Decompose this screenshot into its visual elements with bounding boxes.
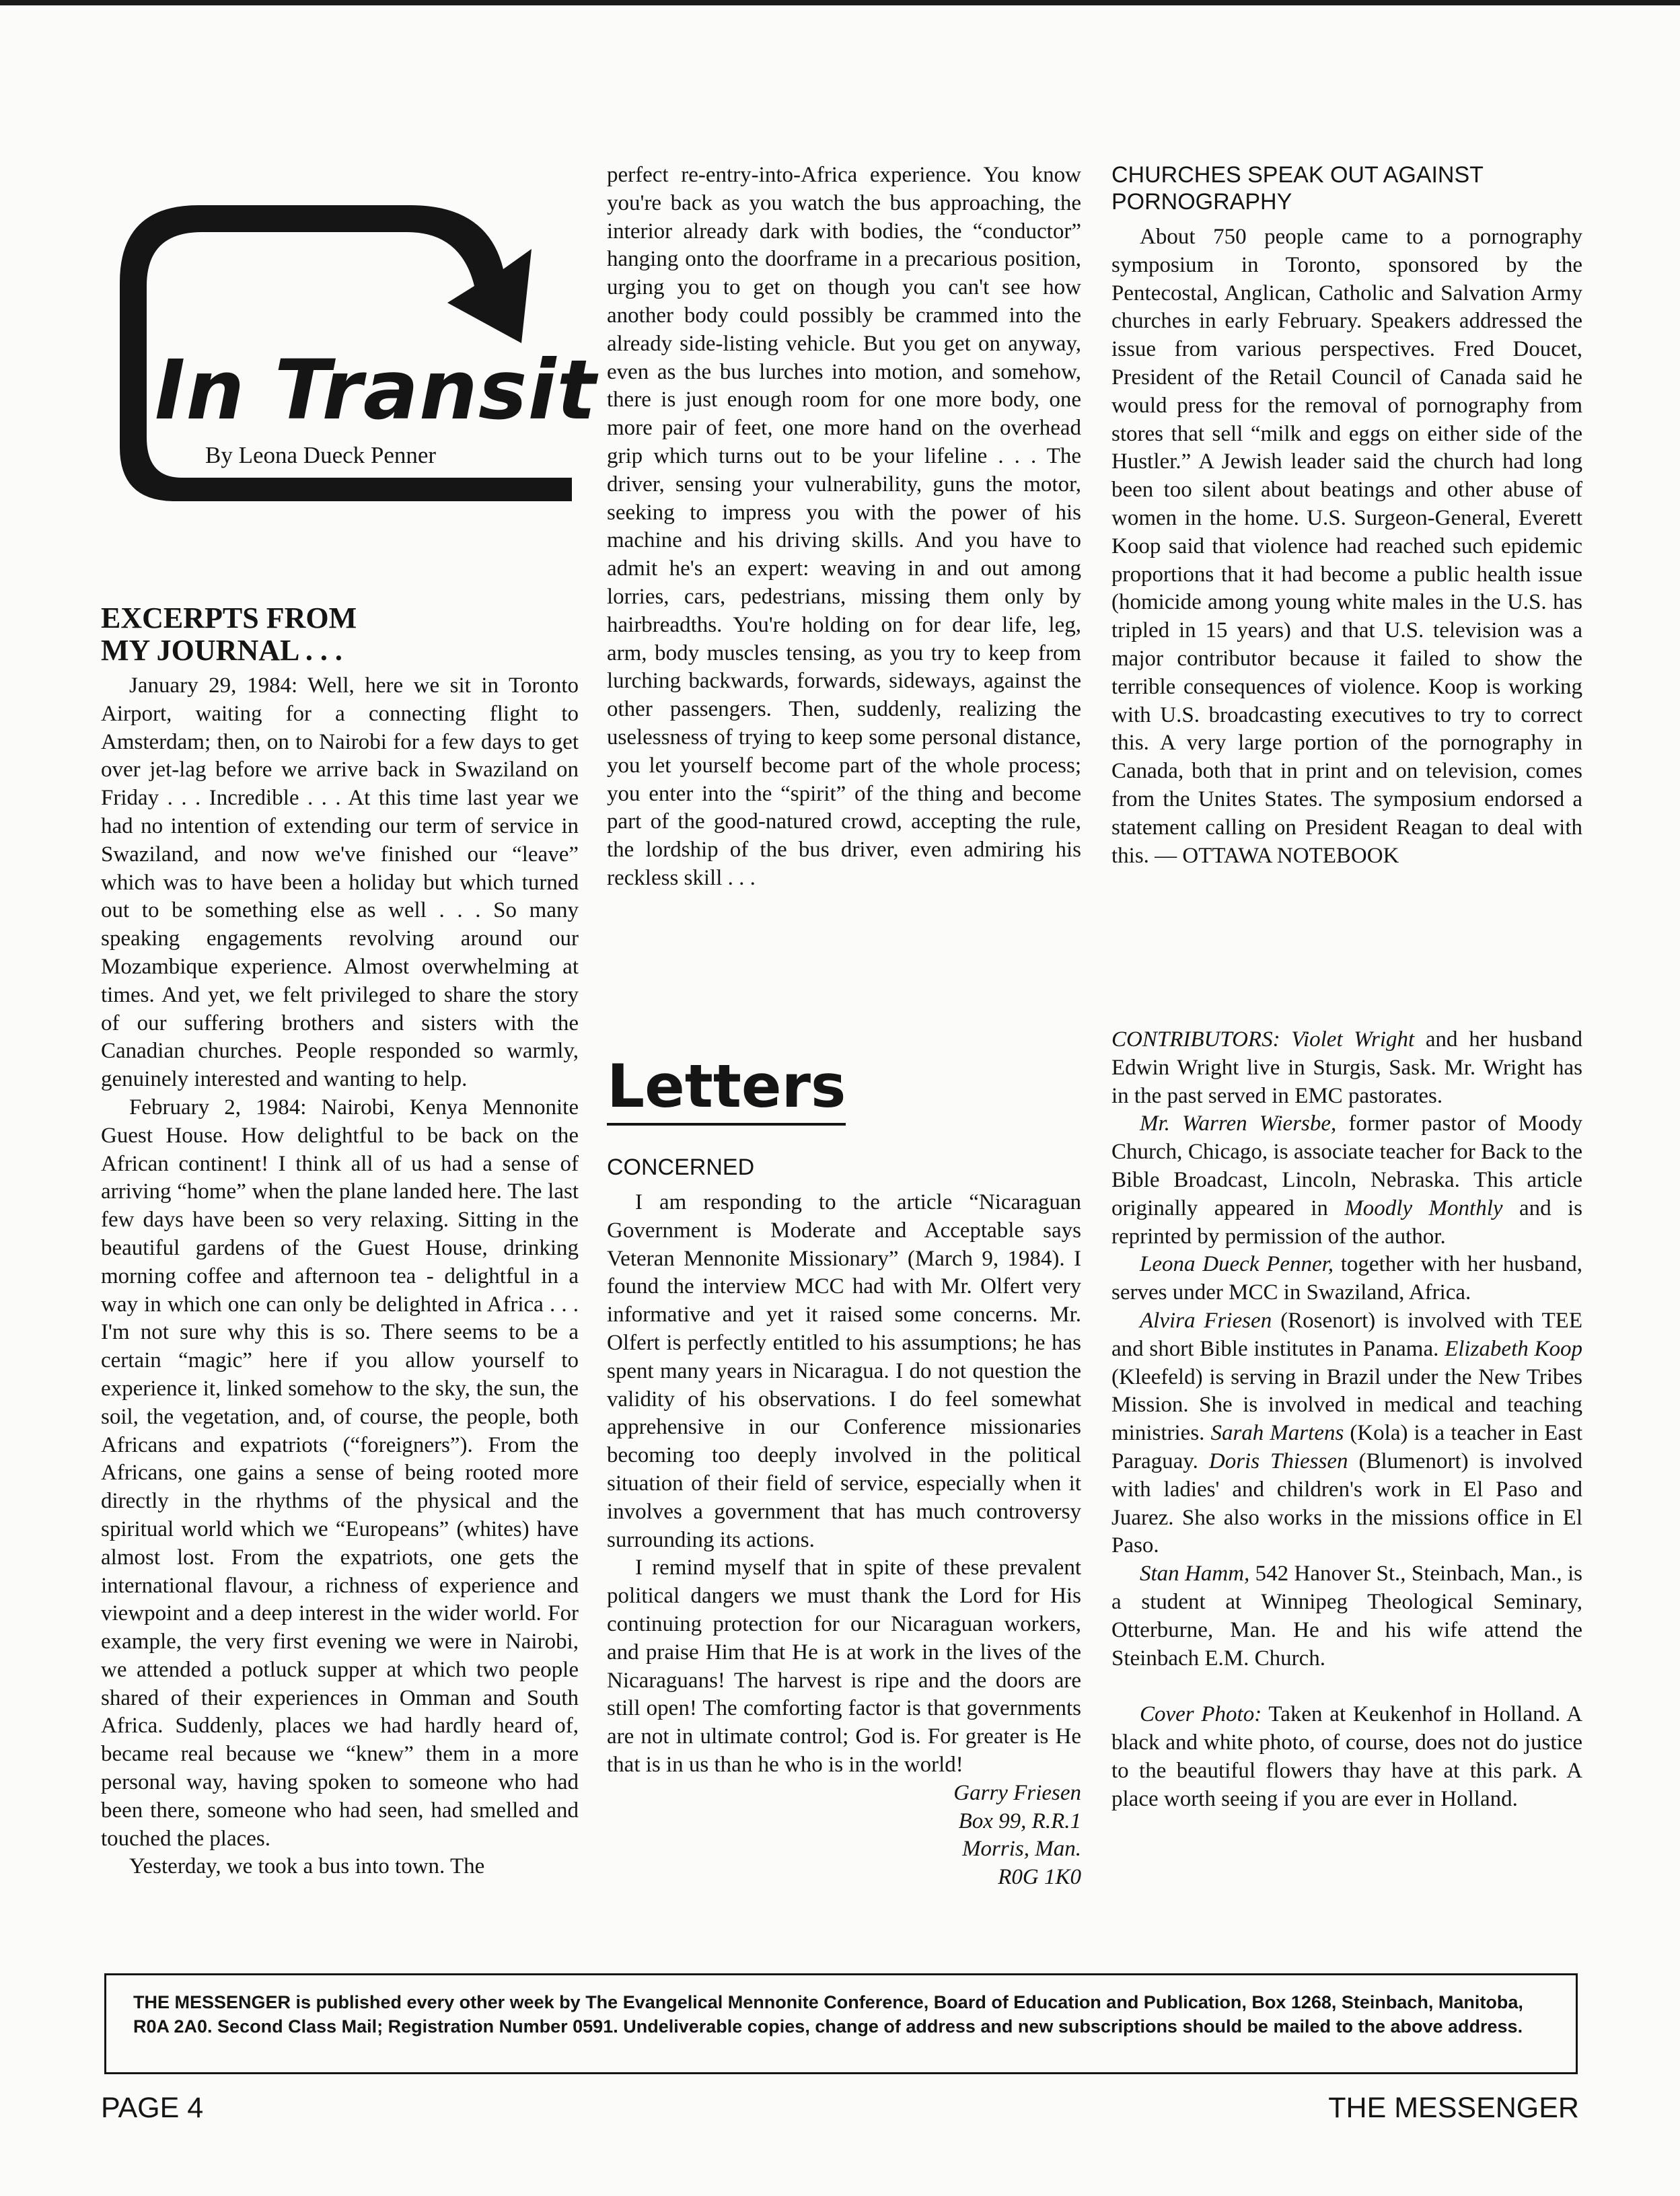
- publisher-note-box: THE MESSENGER is published every other week by The Evangelical Mennonite Conference, Board of Education and Publication, Box 1268, Steinbach, Manitoba, R0A 2A0. Second Class Mail; Registration Number 0591. Undeliverable copies, change of address and new subscriptions should be mailed to the above address.: [104, 1973, 1578, 2074]
- journal-entry-jan-29: January 29, 1984: Well, here we sit in Toronto Airport, waiting for a connecting flight to Amsterdam; then, on to Nairobi for a few days to get over jet-lag before we arrive back in Swaziland on Friday . . . Incredible . . . At this time last year we had no intention of extending our term of service in Swaziland, and now we've finished our “leave” which was to have been a holiday but which turned out to be something else as well . . . So many speaking engagements revolving around our Mozambique experience. Almost overwhelming at times. And yet, we felt privileged to share the story of our suffering brothers and sisters with the Canadian churches. People responded so warmly, genuinely interested and wanting to help.: [101, 673, 579, 1092]
- letter-paragraph: I am responding to the article “Nicaraguan Government is Moderate and Acceptable says Veteran Mennonite Missionary” (March 9, 1984). I found the interview MCC had with Mr. Olfert very informative and yet it raised some concerns. Mr. Olfert is perfectly entitled to his assumptions; he has spent many years in Nicaragua. I do not question the validity of his observations. I do feel somewhat apprehensive in our Conference missionaries becoming too deeply involved in the political situation of their field of service, especially when it involves a government that has much controversy surrounding its actions.: [607, 1190, 1081, 1552]
- letters-section: [607, 1154, 1081, 1892]
- spacer: [1111, 1673, 1582, 1701]
- contributor-entry: Leona Dueck Penner, together with her husband, serves under MCC in Swaziland, Africa.: [1111, 1252, 1582, 1305]
- contributor-entry: Alvira Friesen (Rosenort) is involved with TEE and short Bible institutes in Panama. Elizabeth Koop (Kleefeld) is serving in Brazil under the New Tribes Mission. She is involved in medical and teaching ministries. Sarah Martens (Kola) is a teacher in East Paraguay. Doris Thiessen (Blumenort) is involved with ladies' and children's work in El Paso and Juarez. She also works in the missions office in El Paso.: [1111, 1308, 1583, 1558]
- top-border: [0, 0, 1680, 5]
- churches-heading: CHURCHES SPEAK OUT AGAINST PORNOGRAPHY: [1111, 162, 1484, 215]
- letter-subhead: CONCERNED: [607, 1155, 755, 1180]
- contributor-entry: Stan Hamm, 542 Hanover St., Steinbach, Man., is a student at Winnipeg Theological Seminary, Otterburne, Man. He and his wife attend the Steinbach E.M. Church.: [1111, 1562, 1582, 1671]
- journal-continuation: [607, 161, 1081, 893]
- contributor-entry: Mr. Warren Wiersbe, former pastor of Moody Church, Chicago, is associate teacher for Back to the Bible Broadcast, Lincoln, Nebraska. This article originally appeared in Moodly Monthly and is reprinted by permission of the author.: [1111, 1111, 1583, 1249]
- page-number: PAGE 4: [101, 2092, 204, 2124]
- contributors-section: [1111, 1026, 1582, 1814]
- cover-photo-note: Cover Photo: Taken at Keukenhof in Holland. A black and white photo, of course, does not do justice to the beautiful flowers thay have at this park. A place worth seeing if you are ever in Holland.: [1111, 1702, 1583, 1811]
- contributor-entry: CONTRIBUTORS: Violet Wright and her husband Edwin Wright live in Sturgis, Sask. Mr. Wright has in the past served in EMC pastorates.: [1111, 1027, 1583, 1108]
- journal-column: [101, 602, 579, 1881]
- byline: By Leona Dueck Penner: [205, 442, 437, 468]
- journal-bus-continued: perfect re-entry-into-Africa experience. You know you're back as you watch the bus approaching, the interior already dark with bodies, the “conductor” hanging onto the doorframe in a precarious position, urging you to get on though you can't see how another body could possibly be crammed into the already side-listing vehicle. But you get on anyway, even as the bus lurches into motion, and somehow, there is just enough room for one more body, one more pair of feet, one more hand on the overhead grip which turns out to be your lifeline . . . The driver, sensing your vulnerability, guns the motor, seeking to impress you with the power of his machine and his driving skills. And you have to admit he's an expert: weaving in and out among lorries, cars, pedestrians, missing them only by hairbreadths. You're holding on for dear life, leg, arm, body muscles tensing, as you try to keep from lurching backwards, forwards, sideways, against the other passengers. Then, suddenly, realizing the uselessness of trying to keep some personal distance, you let yourself become part of the whole process; you enter into the “spirit” of the thing and become part of the good-natured crowd, accepting the rule, the lordship of the bus driver, even admiring his reckless skill . . .: [607, 163, 1081, 890]
- letter-signature: Garry Friesen Box 99, R.R.1 Morris, Man. R0G 1K0: [953, 1780, 1081, 1890]
- journal-entry-bus: Yesterday, we took a bus into town. The: [129, 1854, 485, 1879]
- journal-heading: EXCERPTS FROM MY JOURNAL . . .: [101, 601, 357, 667]
- column-title: In Transit: [155, 342, 597, 438]
- churches-article: [1111, 161, 1582, 870]
- publication-name: THE MESSENGER: [1328, 2092, 1579, 2124]
- churches-paragraph: About 750 people came to a pornography symposium in Toronto, sponsored by the Pentecostal, Anglican, Catholic and Salvation Army churches in early February. Speakers addressed the issue from various perspectives. Fred Doucet, President of the Retail Council of Canada said he would press for the removal of pornography from stores that sell “milk and eggs on either side of the Hustler.” A Jewish leader said the church had long been too silent about beatings and other abuse of women in the home. U.S. Surgeon-General, Everett Koop said that violence had reached such epidemic proportions that it had become a public health issue (homicide among young white males in the U.S. has tripled in 15 years) and that U.S. television was a major contributor because it failed to show the terrible consequences of violence. Koop is working with U.S. broadcasting executives to try to correct this. A very large portion of the pornography in Canada, both that in print and on television, comes from the Unites States. The symposium endorsed a statement calling on President Reagan to deal with this. — OTTAWA NOTEBOOK: [1111, 225, 1582, 868]
- letters-heading: Letters: [607, 1053, 846, 1126]
- letter-paragraph: I remind myself that in spite of these prevalent political dangers we must thank the Lord for His continuing protection for our Nicaraguan workers, and praise Him that He is at work in the lives of the Nicaraguans! The harvest is ripe and the doors are still open! The comforting factor is that governments are not in ultimate control; God is. For greater is He that is in us than he who is in the world!: [607, 1556, 1081, 1777]
- journal-entry-feb-2: February 2, 1984: Nairobi, Kenya Mennonite Guest House. How delightful to be back on the African continent! I think all of us had a sense of arriving “home” when the plane landed here. The last few days have been so very relaxing. Sitting in the beautiful gardens of the Guest House, drinking morning coffee and afternoon tea - delightful in a way in which one can only be delighted in Africa . . . I'm not sure why this is so. There seems to be a certain “magic” here if you allow yourself to experience it, linked somehow to the sky, the sun, the soil, the vegetation, and, of course, the people, both Africans and expatriots (“foreigners”). From the Africans, one gains a sense of being rooted more directly in the rhythms of the physical and the spiritual world which we “Europeans” (whites) have almost lost. From the expatriots, one gets the international flavour, a richness of experience and viewpoint and a deep interest in the wider world. For example, the very first evening we were in Nairobi, we attended a potluck supper at which two people shared of their experiences in Omman and South Africa. Suddenly, places we had hardly heard of, became real because we “knew” them in a more personal way, having spoken to someone who had been there, someone who had seen, had smelled and touched the places.: [101, 1095, 579, 1851]
